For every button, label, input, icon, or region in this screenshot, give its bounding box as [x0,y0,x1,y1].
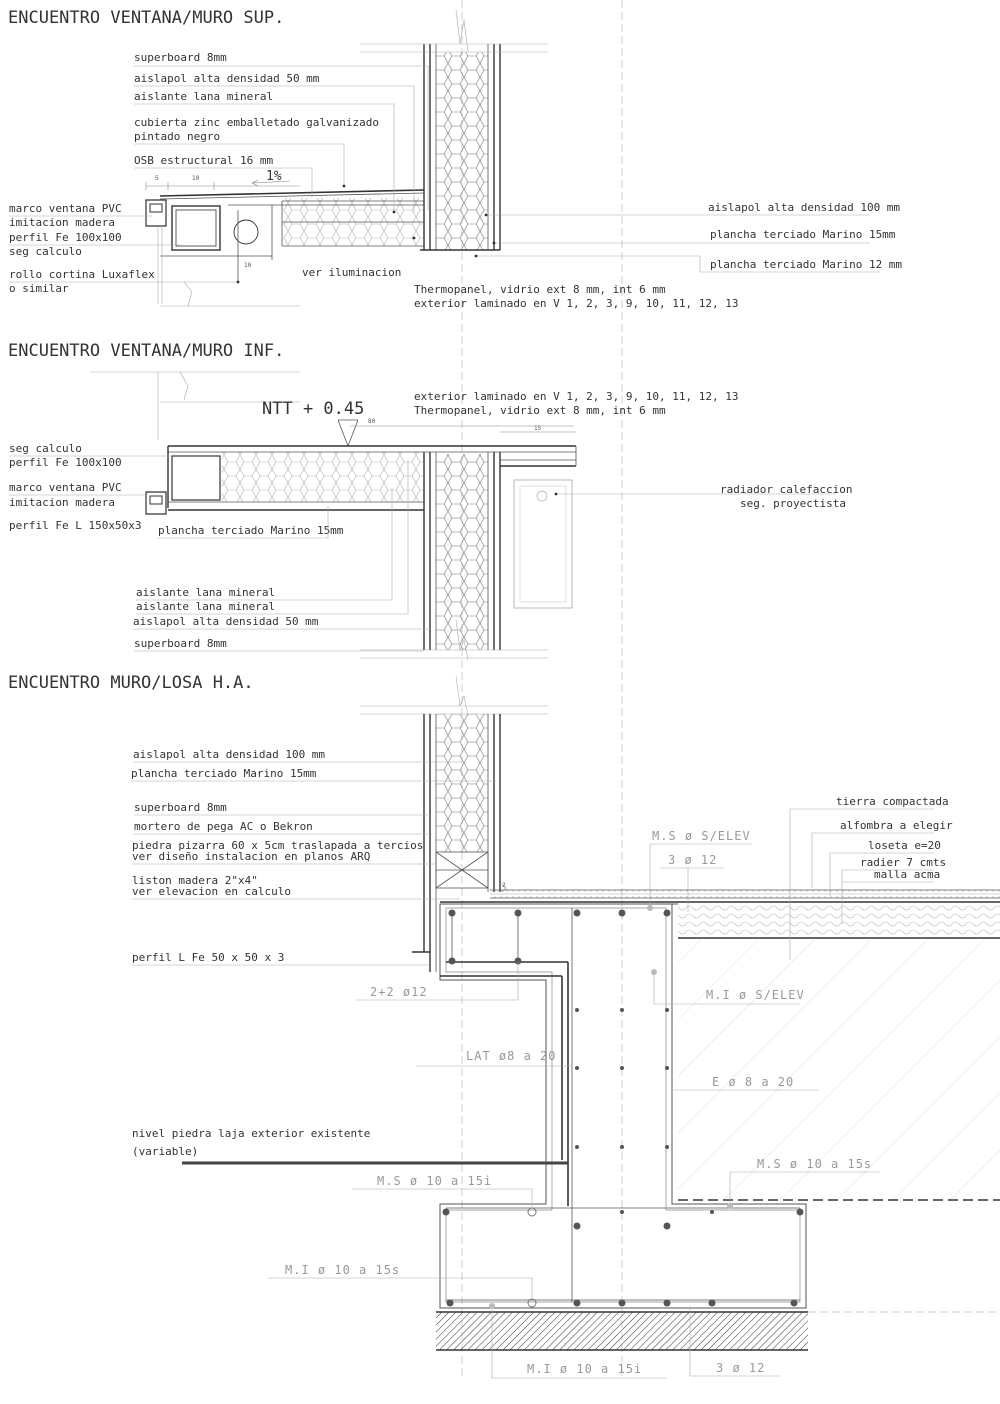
svg-text:seg calculo: seg calculo [9,245,82,258]
svg-text:2+2 ø12: 2+2 ø12 [370,985,428,999]
svg-text:aislapol alta densidad 100 mm: aislapol alta densidad 100 mm [708,201,901,214]
svg-text:15: 15 [534,425,542,432]
svg-text:marco ventana PVC: marco ventana PVC [9,202,122,215]
s2-plancha: plancha terciado Marino 15mm [158,524,344,537]
svg-text:OSB estructural 16 mm: OSB estructural 16 mm [134,154,274,167]
svg-text:imitacion madera: imitacion madera [9,496,115,509]
section3-title: ENCUENTRO MURO/LOSA H.A. [8,673,254,693]
svg-text:alfombra a elegir: alfombra a elegir [840,819,953,832]
svg-text:plancha terciado Marino 12 mm: plancha terciado Marino 12 mm [710,258,903,271]
s1-dims [146,169,300,269]
svg-text:plancha terciado Marino 15mm: plancha terciado Marino 15mm [710,228,896,241]
svg-text:piedra pizarra 60 x 5cm trasla: piedra pizarra 60 x 5cm traslapada a tercios [132,839,424,852]
svg-text:M.S ø 10 a 15s: M.S ø 10 a 15s [757,1157,873,1171]
svg-text:tierra compactada: tierra compactada [836,795,949,808]
svg-text:3 ø 12: 3 ø 12 [668,853,718,867]
svg-text:ver diseño instalacion en plan: ver diseño instalacion en planos ARQ [132,850,371,863]
svg-text:imitacion madera: imitacion madera [9,216,115,229]
svg-text:perfil Fe 100x100: perfil Fe 100x100 [9,231,122,244]
svg-text:cubierta zinc emballetado galv: cubierta zinc emballetado galvanizado [134,116,380,129]
svg-text:superboard 8mm: superboard 8mm [134,51,227,64]
svg-text:liston madera 2"x4": liston madera 2"x4" [132,874,258,887]
svg-text:aislapol alta densidad 50 mm: aislapol alta densidad 50 mm [133,615,319,628]
svg-text:radier 7 cmts: radier 7 cmts [860,856,947,869]
svg-text:loseta e=20: loseta e=20 [868,839,941,852]
s3-wall [412,714,500,972]
svg-text:exterior laminado en V 1, 2, 3: exterior laminado en V 1, 2, 3, 9, 10, 11, 12, 13 [414,297,739,310]
svg-text:LAT ø8 a 20: LAT ø8 a 20 [466,1049,557,1063]
s1-slope: 1% [266,169,282,184]
s2-labels-left [9,442,172,532]
svg-text:(variable): (variable) [132,1145,199,1158]
svg-text:mortero de pega AC o Bekron: mortero de pega AC o Bekron [134,820,313,833]
svg-text:aislante lana mineral: aislante lana mineral [136,600,276,613]
svg-text:seg calculo: seg calculo [9,442,82,455]
svg-text:aislapol alta densidad 50 mm: aislapol alta densidad 50 mm [134,72,320,85]
svg-text:pintado negro: pintado negro [134,130,221,143]
svg-text:malla acma: malla acma [874,868,941,881]
svg-text:aislapol alta densidad 100 mm: aislapol alta densidad 100 mm [133,748,326,761]
s2-level: NTT + 0.45 [262,399,365,419]
svg-text:perfil L Fe 50 x 50 x 3: perfil L Fe 50 x 50 x 3 [132,951,285,964]
svg-text:perfil Fe 100x100: perfil Fe 100x100 [9,456,122,469]
svg-text:E ø 8 a 20: E ø 8 a 20 [712,1075,795,1089]
svg-text:superboard 8mm: superboard 8mm [134,637,227,650]
svg-text:M.S ø 10 a 15i: M.S ø 10 a 15i [377,1174,493,1188]
svg-text:Thermopanel, vidrio ext 8 mm,: Thermopanel, vidrio ext 8 mm, int 6 mm [414,283,666,296]
s2-radiator-labels [720,483,852,510]
svg-text:aislante lana mineral: aislante lana mineral [136,586,276,599]
svg-text:radiador calefaccion: radiador calefaccion [720,483,853,496]
svg-text:M.I ø 10 a 15s: M.I ø 10 a 15s [285,1263,401,1277]
s1-window [146,200,300,306]
s1-labels-right [475,201,903,272]
svg-text:ver elevacion en calculo: ver elevacion en calculo [132,885,291,898]
svg-text:exterior laminado en V 1, 2, 3: exterior laminado en V 1, 2, 3, 9, 10, 11, 12, 13 [414,390,739,403]
section2-title: ENCUENTRO VENTANA/MURO INF. [8,341,285,361]
s1-labels-window [9,202,239,295]
svg-text:seg. proyectista: seg. proyectista [740,497,846,510]
svg-text:aislante lana mineral: aislante lana mineral [134,90,274,103]
s1-glass-labels [414,283,739,310]
svg-text:M.I ø S/ELEV: M.I ø S/ELEV [706,988,805,1002]
svg-text:nivel piedra laja exterior exi: nivel piedra laja exterior existente [132,1127,371,1140]
svg-text:M.I ø 10 a 15i: M.I ø 10 a 15i [527,1362,643,1376]
svg-text:2: 2 [502,882,506,889]
svg-text:plancha terciado Marino 15mm: plancha terciado Marino 15mm [131,767,317,780]
s1-dim-10b: 10 [244,262,252,269]
svg-text:M.S ø S/ELEV: M.S ø S/ELEV [652,829,751,843]
section1-title: ENCUENTRO VENTANA/MURO SUP. [8,8,285,28]
s2-sill [146,446,576,514]
s1-ver-iluminacion: ver iluminacion [302,266,402,279]
s1-dim-5: 5 [155,175,159,182]
svg-text:Thermopanel, vidrio ext 8 mm,: Thermopanel, vidrio ext 8 mm, int 6 mm [414,404,666,417]
svg-text:3 ø 12: 3 ø 12 [716,1361,766,1375]
s1-dim-10a: 10 [192,175,200,182]
svg-text:rollo cortina Luxaflex: rollo cortina Luxaflex [9,268,155,281]
svg-text:80: 80 [368,418,376,425]
s3-floor [440,882,1000,1200]
svg-text:perfil Fe L 150x50x3: perfil Fe L 150x50x3 [9,519,142,532]
s2-glass-labels [414,390,739,417]
svg-text:superboard 8mm: superboard 8mm [134,801,227,814]
svg-text:marco ventana PVC: marco ventana PVC [9,481,122,494]
svg-text:o similar: o similar [9,282,69,295]
s3-nivel-labels [132,1127,370,1158]
